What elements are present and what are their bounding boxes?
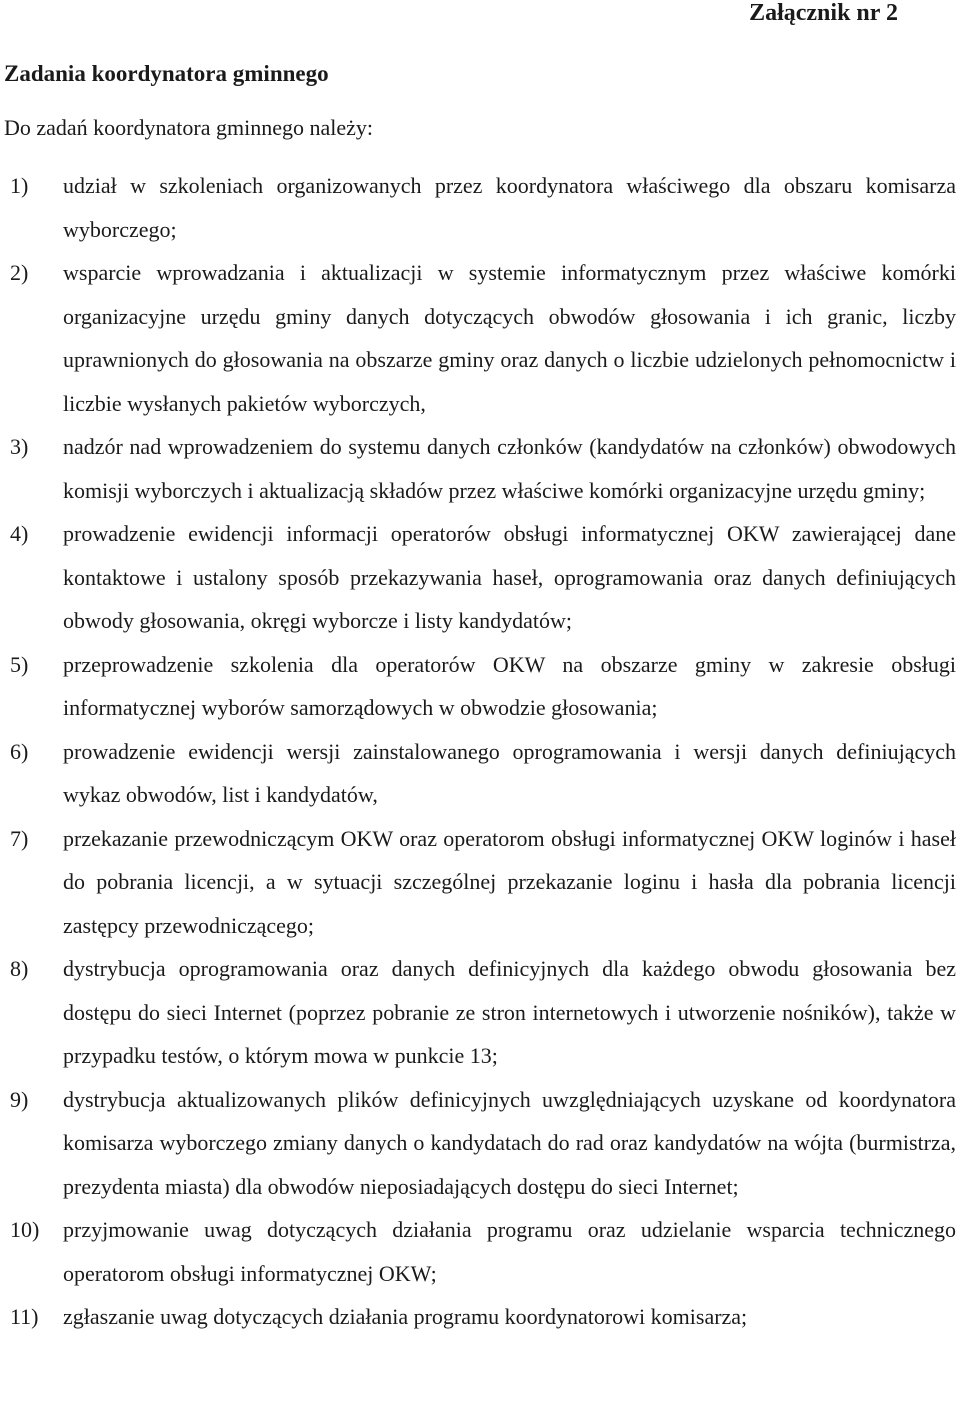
task-text: przekazanie przewodniczącym OKW oraz operatorom obsługi informatycznej OKW loginów i haseł do pobrania licencji, a w sytuacji szczególnej przekazanie loginu i hasła dla pobrania licencji zastępcy przewodniczącego; xyxy=(63,825,956,938)
task-number: 11) xyxy=(10,1304,39,1329)
task-text: prowadzenie ewidencji informacji operatorów obsługi informatycznej OKW zawierającej dane kontaktowe i ustalony sposób przekazywania haseł, oprogramowania oraz danych definiujących obwody głosowania, okręgi wyborcze i listy kandydatów; xyxy=(63,521,956,633)
task-item-11 xyxy=(0,1295,960,1339)
task-text: dystrybucja oprogramowania oraz danych definicyjnych dla każdego obwodu głosowania bez dostępu do sieci Internet (poprzez pobranie ze stron internetowych i utworzenie nośników), także w przypadku testów, o którym mowa w punkcie 13; xyxy=(63,956,956,1068)
task-text: zgłaszanie uwag dotyczących działania programu koordynatorowi komisarza; xyxy=(63,1304,748,1329)
task-item-5 xyxy=(0,643,960,730)
task-text: nadzór nad wprowadzeniem do systemu danych członków (kandydatów na członków) obwodowych komisji wyborczych i aktualizacją składów przez właściwe komórki organizacyjne urzędu gminy; xyxy=(63,434,956,503)
task-item-2 xyxy=(0,251,960,425)
attachment-label: Załącznik nr 2 xyxy=(749,0,898,26)
task-number: 7) xyxy=(10,825,29,851)
task-number: 3) xyxy=(10,434,29,459)
task-item-6 xyxy=(0,730,960,817)
task-item-10 xyxy=(0,1208,960,1295)
task-item-9 xyxy=(0,1078,960,1209)
task-text: przyjmowanie uwag dotyczących działania programu oraz udzielanie wsparcia technicznego operatorom obsługi informatycznej OKW; xyxy=(63,1217,956,1286)
task-number: 8) xyxy=(10,956,29,981)
task-text: wsparcie wprowadzania i aktualizacji w systemie informatycznym przez właściwe komórki organizacyjne urzędu gminy danych dotyczących obwodów głosowania i ich granic, liczby uprawnionych do głosowania na obszarze gminy oraz danych o liczbie udzielonych pełnomocnictw i liczbie wysłanych pakietów wyborczych, xyxy=(63,260,956,416)
task-item-8 xyxy=(0,947,960,1078)
task-number: 1) xyxy=(10,173,29,198)
task-number: 9) xyxy=(10,1086,29,1112)
task-text: przeprowadzenie szkolenia dla operatorów OKW na obszarze gminy w zakresie obsługi informatycznej wyborów samorządowych w obwodzie głosowania; xyxy=(63,651,956,720)
task-number: 6) xyxy=(10,738,29,764)
task-text: udział w szkoleniach organizowanych przez koordynatora właściwego dla obszaru komisarza wyborczego; xyxy=(63,173,956,242)
task-number: 2) xyxy=(10,260,29,285)
intro-text: Do zadań koordynatora gminnego należy: xyxy=(4,115,373,140)
task-text: prowadzenie ewidencji wersji zainstalowanego oprogramowania i wersji danych definiujących wykaz obwodów, list i kandydatów, xyxy=(63,738,956,807)
task-item-1 xyxy=(0,164,960,251)
task-list xyxy=(0,164,960,1339)
task-number: 4) xyxy=(10,521,29,546)
task-item-4 xyxy=(0,512,960,643)
task-text: dystrybucja aktualizowanych plików definicyjnych uwzględniających uzyskane od koordynatora komisarza wyborczego zmiany danych o kandydatach do rad oraz kandydatów na wójta (burmistrza, prezydenta miasta) dla obwodów nieposiadających dostępu do sieci Internet; xyxy=(63,1086,956,1199)
task-number: 10) xyxy=(10,1217,40,1242)
document-title: Zadania koordynatora gminnego xyxy=(4,61,329,86)
task-item-7 xyxy=(0,817,960,948)
task-number: 5) xyxy=(10,651,29,677)
task-item-3 xyxy=(0,425,960,512)
